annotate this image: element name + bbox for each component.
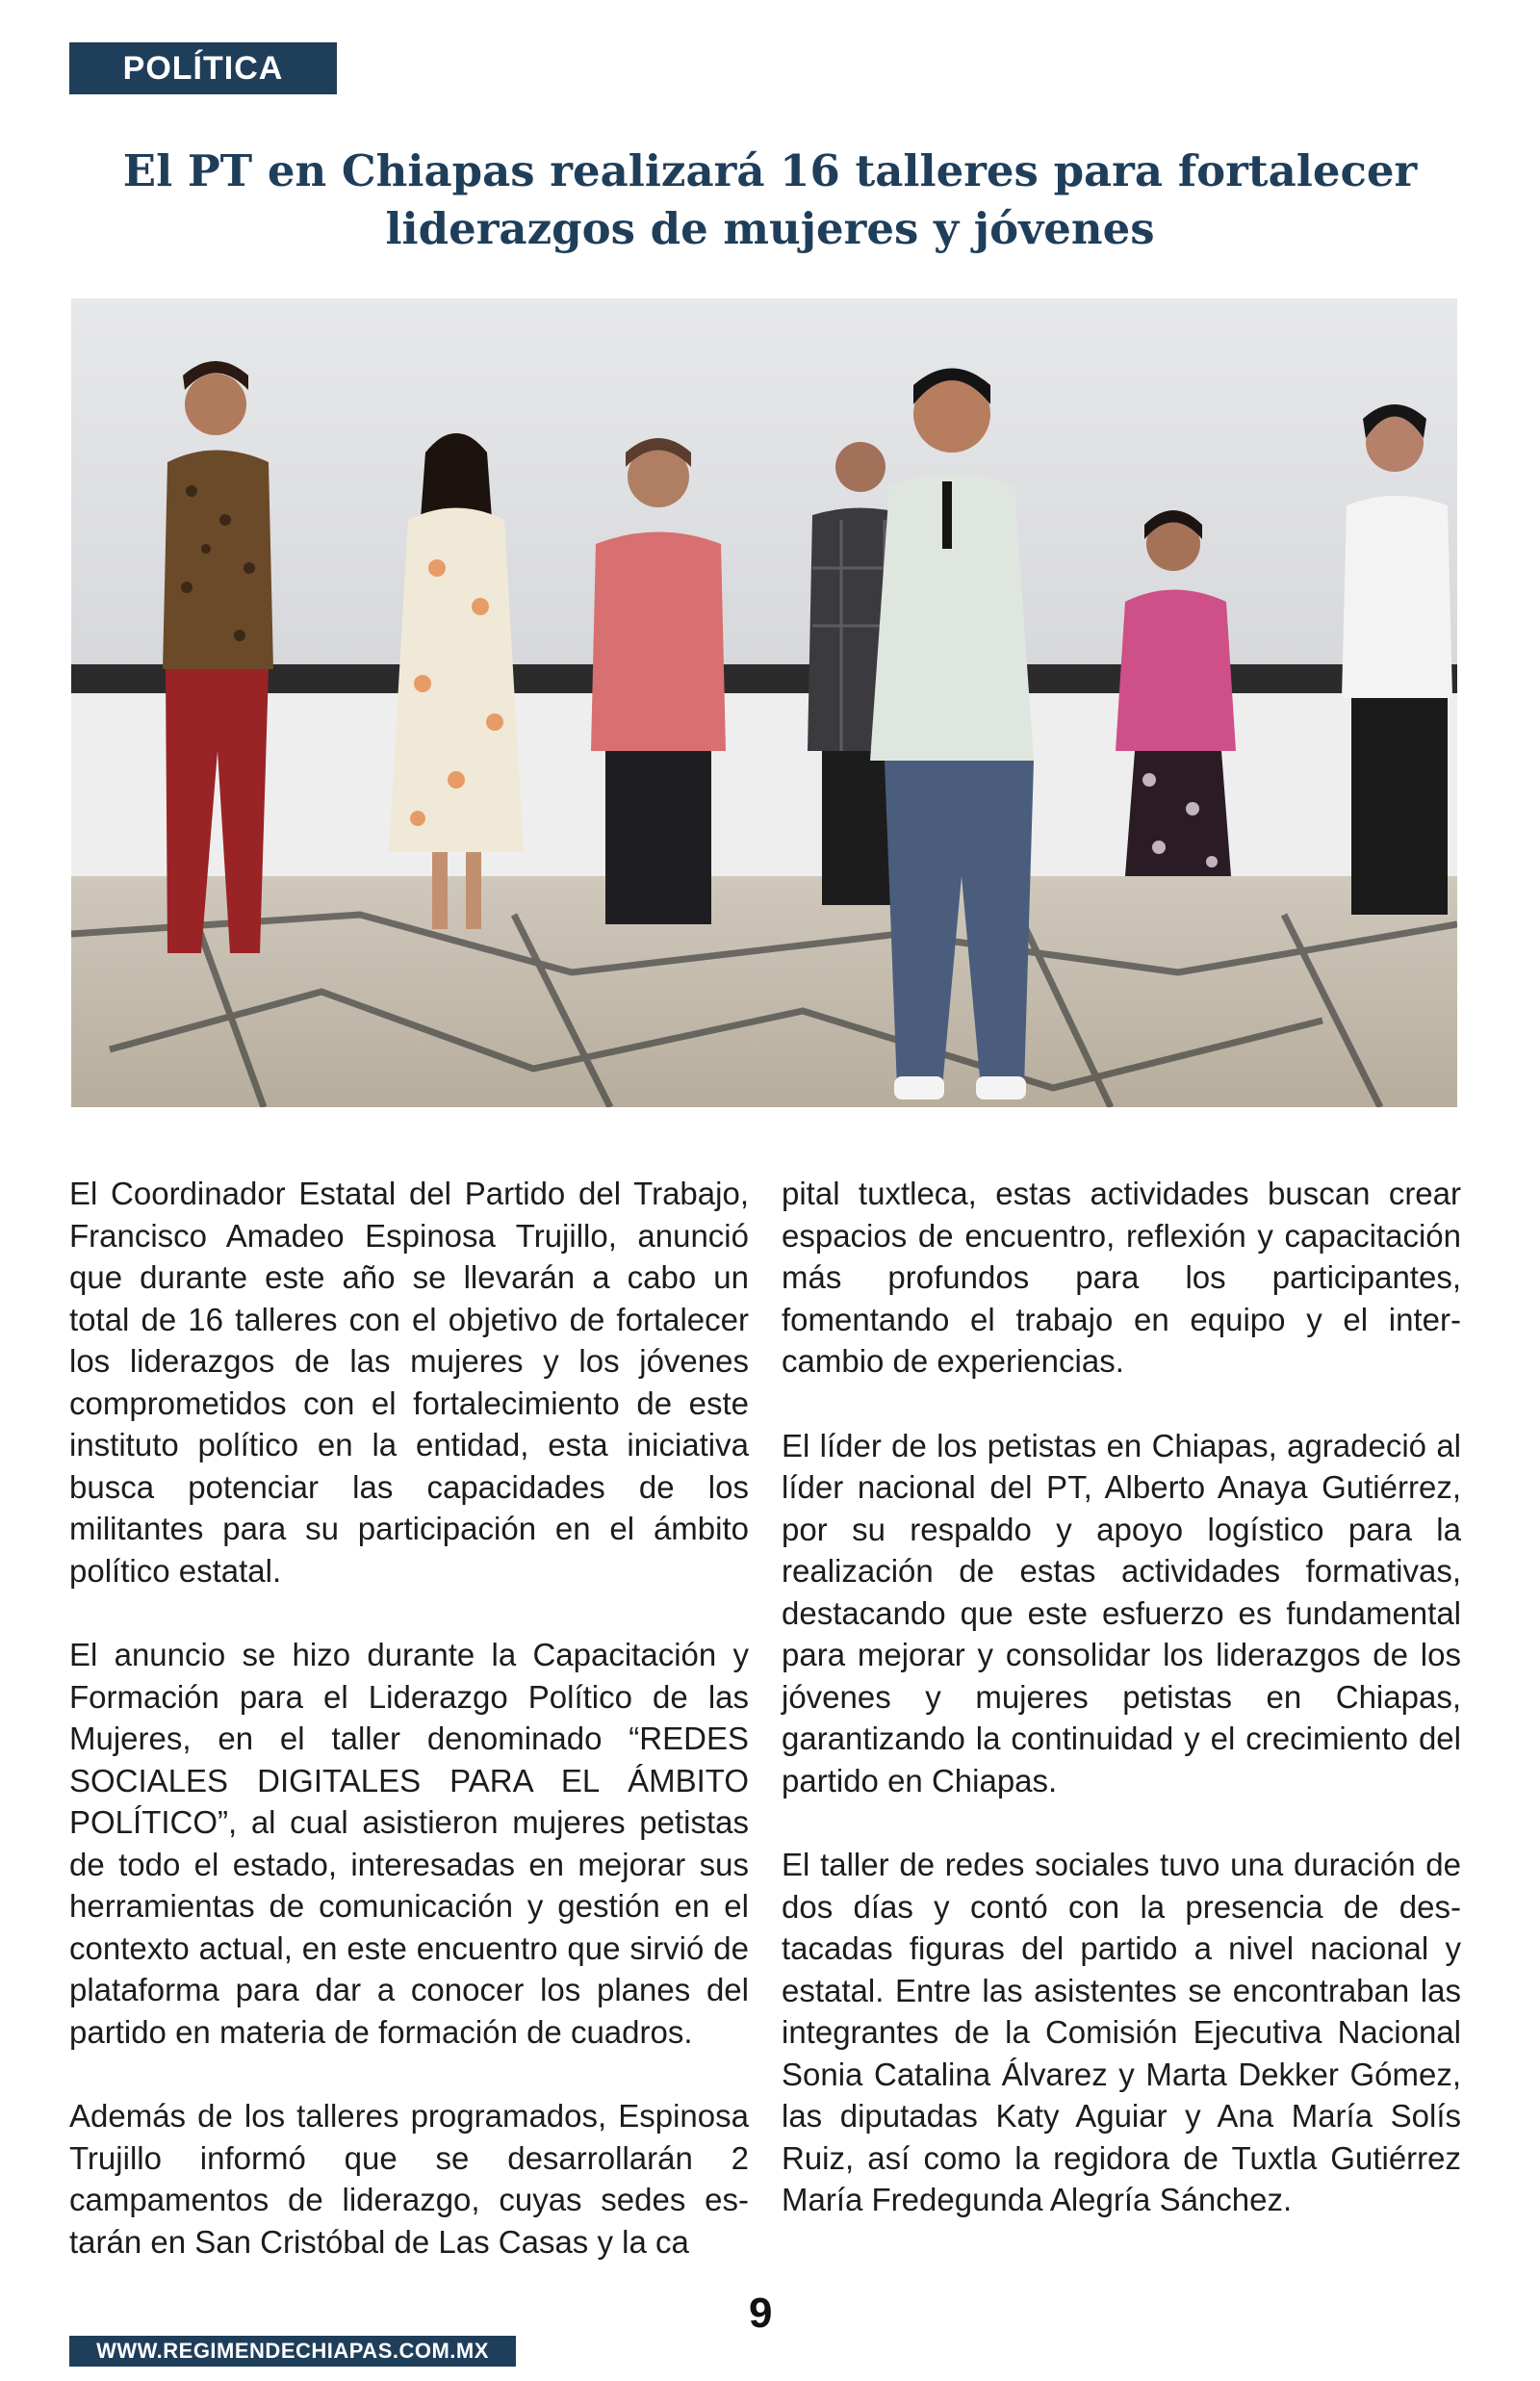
article-body (69, 1173, 1461, 2305)
article-photo (71, 298, 1457, 1107)
article-paragraph: pital tuxtleca, estas actividades buscan crear espacios de encuentro, reflexión y capacitación más profundos para los participantes, fomentando el trabajo en equipo y el intercambio de experiencias. (782, 1176, 1461, 1379)
article-headline: El PT en Chiapas realizará 16 talleres para fortalecer liderazgos de mujeres y jóvenes (122, 145, 1418, 254)
page-number: 9 (749, 2290, 773, 2337)
article-paragraph: Además de los talleres programados, Espinosa Trujillo informó que se desarrollarán 2 campamentos de liderazgo, cuyas sedes estarán en San Cristóbal de Las Casas y la ca (69, 2098, 749, 2260)
article-paragraph: El anuncio se hizo durante la Capacitación y Formación para el Liderazgo Político de las Mujeres, en el taller denominado “REDES SOCIALES DIGITALES PARA EL ÁMBITO POLÍTICO”, al cual asistieron mujeres petistas de todo el estado, interesadas en mejorar sus herramientas de comunicación y gestión en el contexto actual, en este encuentro que sirvió de plataforma para dar a conocer los planes del partido en materia de formación de cuadros. (69, 1637, 749, 2050)
footer-website-link[interactable]: WWW.REGIMENDECHIAPAS.COM.MX (69, 2336, 516, 2367)
article-paragraph: El taller de redes sociales tuvo una duración de dos días y contó con la presencia de destacadas figuras del partido a nivel nacional y estatal. Entre las asistentes se encontraban las integrantes de la Comisión Ejecutiva Nacional Sonia Catalina Álvarez y Marta Dekker Gómez, las diputadas Katy Aguiar y Ana María Solís Ruiz, así como la regidora de Tuxtla Gutiérrez María Fredegunda Alegría Sánchez. (782, 1847, 1461, 2217)
article-column-right (782, 1173, 1461, 2305)
section-tag: POLÍTICA (69, 42, 337, 94)
article-paragraph: El líder de los petistas en Chiapas, agradeció al líder nacional del PT, Alberto Anaya Gutiérrez, por su respaldo y apoyo logístico para la realización de estas actividades formativas, destacando que este esfuerzo es fundamental para mejorar y consolidar los liderazgos de los jóvenes y mujeres petistas en Chiapas, garantizando la continuidad y el crecimiento del partido en Chiapas. (782, 1427, 1461, 1799)
article-column-left (69, 1173, 749, 2305)
article-paragraph: El Coordinador Estatal del Partido del Trabajo, Francisco Amadeo Espinosa Trujillo, anunció que durante este año se llevarán a cabo un total de 16 talleres con el objetivo de fortalecer los liderazgos de las mujeres y los jóvenes comprometidos con el fortalecimiento de este instituto político en la entidad, esta iniciativa busca potenciar las capacidades de los militantes para su participación en el ámbito político estatal. (69, 1176, 749, 1589)
